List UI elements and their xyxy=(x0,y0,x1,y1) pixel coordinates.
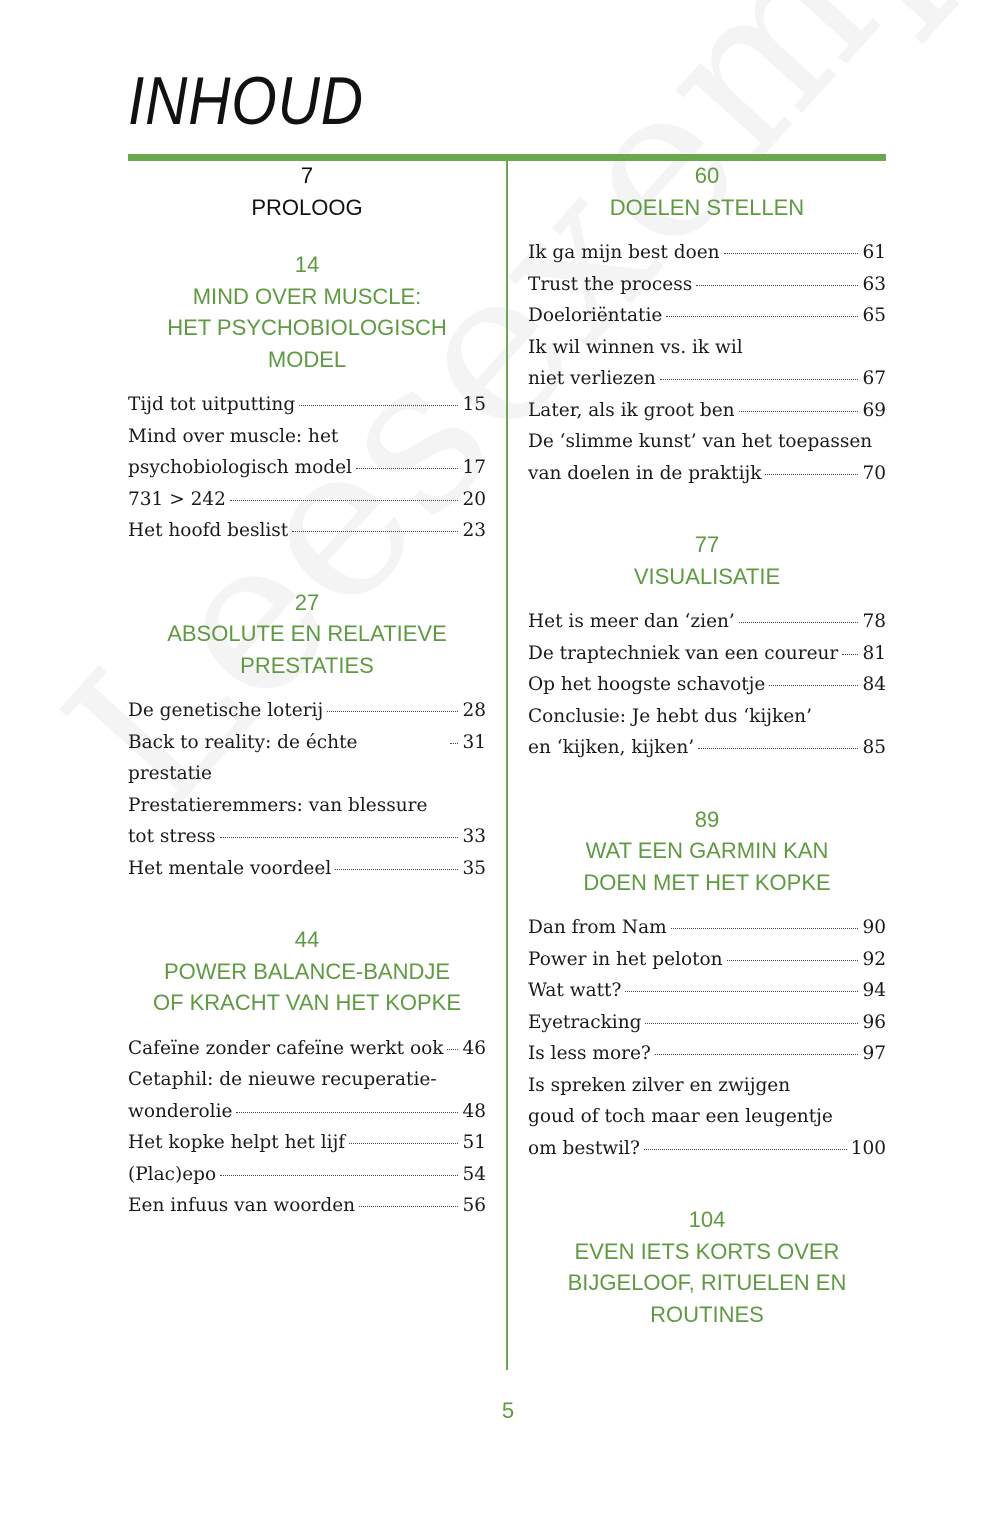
toc-entry-title: De ‘slimme kunst’ van het toepassen xyxy=(528,431,873,452)
toc-entry-page: 92 xyxy=(862,948,886,970)
toc-entry xyxy=(128,821,486,853)
toc-entry-page: 48 xyxy=(462,1100,486,1122)
toc-entry-page: 20 xyxy=(462,488,486,510)
page-number: 5 xyxy=(501,1398,515,1423)
toc-entry xyxy=(128,1127,486,1159)
dot-leader xyxy=(447,1049,458,1050)
toc-entry-title: tot stress xyxy=(128,826,216,847)
dot-leader xyxy=(230,500,459,501)
toc-entry-title: Later, als ik groot ben xyxy=(528,399,735,421)
dot-leader xyxy=(739,411,859,412)
toc-entry xyxy=(128,695,486,727)
toc-entry xyxy=(528,332,886,364)
toc-entry-title: Ik ga mijn best doen xyxy=(528,242,720,263)
dot-leader xyxy=(727,960,859,961)
toc-entry xyxy=(528,1101,886,1133)
chapter-heading xyxy=(128,587,486,682)
toc-entry-page: 100 xyxy=(850,1137,886,1159)
chapter-title: POWER BALANCE-BANDJE OF KRACHT VAN HET KOPKE xyxy=(152,958,462,1015)
toc-entry-title: en ‘kijken, kijken’ xyxy=(528,737,695,758)
toc-entry-title: Conclusie: Je hebt dus ‘kijken’ xyxy=(528,705,812,727)
toc-entry xyxy=(128,452,486,484)
toc-entry xyxy=(128,484,486,516)
dot-leader xyxy=(327,711,458,712)
toc-entry-title: Het hoofd beslist xyxy=(128,520,289,541)
toc-entry-title: Het mentale voordeel xyxy=(128,857,332,879)
toc-entry xyxy=(528,1070,886,1102)
toc-entry xyxy=(528,732,886,764)
dot-leader xyxy=(724,253,859,254)
toc-entry-page: 85 xyxy=(862,737,886,758)
toc-entry xyxy=(528,269,886,301)
toc-entry-page: 63 xyxy=(862,273,886,295)
toc-entry-title: Cafeïne zonder cafeïne werkt ook xyxy=(128,1037,444,1059)
toc-entry-title: Ik wil winnen vs. ik wil xyxy=(528,336,743,358)
chapter-title: MIND OVER MUSCLE: HET PSYCHOBIOLOGISCH MODEL xyxy=(167,283,447,372)
section-list xyxy=(528,237,886,489)
toc-entry-page: 70 xyxy=(862,462,886,484)
chapter-page-number: 7 xyxy=(300,163,314,188)
toc-entry-page: 28 xyxy=(462,700,486,721)
chapter-page-number: 104 xyxy=(688,1207,726,1232)
toc-entry xyxy=(128,790,486,822)
chapter-page-number: 77 xyxy=(694,532,720,557)
toc-entry xyxy=(128,515,486,547)
dot-leader xyxy=(739,622,859,623)
toc-entry-title: psychobiologisch model xyxy=(128,457,352,478)
chapter-title: VISUALISATIE xyxy=(633,563,781,589)
toc-entry xyxy=(528,912,886,944)
toc-entry xyxy=(528,1133,886,1165)
toc-entry xyxy=(128,1096,486,1128)
dot-leader xyxy=(450,743,458,744)
toc-entry-title: Het is meer dan ‘zien’ xyxy=(528,611,735,632)
dot-leader xyxy=(644,1149,847,1150)
dot-leader xyxy=(666,316,858,317)
toc-entry xyxy=(128,1064,486,1096)
dot-leader xyxy=(671,928,859,929)
toc-entry-page: 54 xyxy=(462,1163,486,1185)
toc-entry-title: De traptechniek van een coureur xyxy=(528,642,839,664)
toc-entry-title: Wat watt? xyxy=(528,980,622,1001)
toc-entry-title: De genetische loterij xyxy=(128,700,324,721)
chapter-heading xyxy=(528,804,886,899)
chapter-heading xyxy=(128,249,486,375)
toc-entry xyxy=(128,727,486,790)
dot-leader xyxy=(299,405,458,406)
chapter-title: DOELEN STELLEN xyxy=(609,194,805,220)
section-list xyxy=(128,389,486,547)
toc-entry xyxy=(528,701,886,733)
toc-entry-page: 84 xyxy=(862,674,886,695)
toc-entry-title: Is less more? xyxy=(528,1043,651,1064)
toc-entry-page: 90 xyxy=(862,917,886,938)
chapter-title: EVEN IETS KORTS OVER BIJGELOOF, RITUELEN EN ROUTINES xyxy=(567,1238,847,1327)
toc-entry-page: 81 xyxy=(862,642,886,664)
dot-leader xyxy=(655,1054,859,1055)
dot-leader xyxy=(359,1206,458,1207)
dot-leader xyxy=(292,531,458,532)
toc-entry-page: 97 xyxy=(862,1043,886,1064)
toc-entry xyxy=(128,1033,486,1065)
section-list xyxy=(128,695,486,884)
toc-entry-page: 69 xyxy=(862,399,886,421)
dot-leader xyxy=(842,654,858,655)
toc-entry xyxy=(528,975,886,1007)
toc-entry-title: Op het hoogste schavotje xyxy=(528,674,766,695)
toc-entry-page: 35 xyxy=(462,857,486,879)
toc-right-column xyxy=(528,160,886,1356)
chapter-heading xyxy=(528,1204,886,1330)
toc-entry xyxy=(528,944,886,976)
toc-entry-title: niet verliezen xyxy=(528,368,656,389)
dot-leader xyxy=(660,379,859,380)
toc-entry-title: Back to reality: de échte prestatie xyxy=(128,731,358,784)
toc-left-column xyxy=(128,160,486,1262)
toc-entry xyxy=(528,426,886,458)
dot-leader xyxy=(696,285,858,286)
toc-entry-title: wonderolie xyxy=(128,1100,233,1122)
toc-entry xyxy=(128,389,486,421)
section-list xyxy=(528,912,886,1164)
toc-entry-title: goud of toch maar een leugentje xyxy=(528,1106,833,1127)
toc-entry-page: 15 xyxy=(462,394,486,415)
toc-entry-title: Een infuus van woorden xyxy=(128,1195,356,1216)
toc-entry-page: 51 xyxy=(462,1132,486,1153)
toc-entry-title: Tijd tot uitputting xyxy=(128,394,296,415)
toc-entry-page: 78 xyxy=(862,611,886,632)
toc-entry xyxy=(528,237,886,269)
chapter-title: PROLOOG xyxy=(251,194,363,220)
toc-entry-title: 731 > 242 xyxy=(128,488,226,510)
toc-entry-title: Het kopke helpt het lijf xyxy=(128,1132,346,1153)
toc-entry-page: 46 xyxy=(462,1037,486,1059)
chapter-page-number: 14 xyxy=(294,252,320,277)
dot-leader xyxy=(220,837,459,838)
toc-entry-title: Prestatieremmers: van blessure xyxy=(128,794,428,816)
chapter-heading xyxy=(528,529,886,592)
toc-entry xyxy=(528,1007,886,1039)
toc-entry-title: Doeloriëntatie xyxy=(528,305,663,326)
toc-entry-title: Trust the process xyxy=(528,273,693,295)
dot-leader xyxy=(625,991,858,992)
dot-leader xyxy=(765,474,858,475)
toc-entry xyxy=(528,669,886,701)
section-list xyxy=(528,606,886,764)
toc-entry xyxy=(128,853,486,885)
toc-entry-title: Eyetracking xyxy=(528,1011,642,1033)
toc-entry-page: 17 xyxy=(462,457,486,478)
chapter-page-number: 89 xyxy=(694,806,720,832)
dot-leader xyxy=(220,1175,458,1176)
toc-entry-page: 61 xyxy=(862,242,886,263)
chapter-title: ABSOLUTE EN RELATIEVE PRESTATIES xyxy=(167,621,447,678)
toc-entry-page: 65 xyxy=(862,305,886,326)
toc-entry xyxy=(528,458,886,490)
dot-leader xyxy=(769,685,858,686)
toc-entry-title: Dan from Nam xyxy=(528,917,667,938)
column-divider xyxy=(506,160,508,1370)
chapter-page-number: 60 xyxy=(694,163,720,188)
toc-entry-page: 56 xyxy=(462,1195,486,1216)
toc-entry-title: Mind over muscle: het xyxy=(128,425,339,447)
dot-leader xyxy=(236,1112,458,1113)
toc-entry xyxy=(128,1159,486,1191)
dot-leader xyxy=(335,869,458,870)
chapter-heading xyxy=(128,924,486,1019)
toc-entry xyxy=(528,363,886,395)
dot-leader xyxy=(698,748,858,749)
toc-entry-page: 94 xyxy=(862,980,886,1001)
toc-entry-title: Power in het peloton xyxy=(528,948,723,970)
chapter-heading xyxy=(128,160,486,223)
toc-entry-title: om bestwil? xyxy=(528,1137,640,1159)
dot-leader xyxy=(356,468,459,469)
toc-entry xyxy=(528,606,886,638)
chapter-page-number: 27 xyxy=(294,589,320,615)
chapter-page-number: 44 xyxy=(294,927,320,952)
toc-entry xyxy=(128,1190,486,1222)
chapter-heading xyxy=(528,160,886,223)
toc-entry-title: van doelen in de praktijk xyxy=(528,462,762,484)
section-list xyxy=(128,1033,486,1222)
toc-entry xyxy=(528,395,886,427)
toc-entry-title: Is spreken zilver en zwijgen xyxy=(528,1074,791,1096)
page-title: INHOUD xyxy=(128,63,364,139)
toc-entry-title: (Plac)epo xyxy=(128,1163,217,1185)
toc-entry xyxy=(528,300,886,332)
chapter-title: WAT EEN GARMIN KAN DOEN MET HET KOPKE xyxy=(583,838,831,895)
dot-leader xyxy=(645,1023,858,1024)
toc-entry-page: 96 xyxy=(862,1011,886,1033)
toc-entry-page: 67 xyxy=(862,368,886,389)
toc-entry xyxy=(528,1038,886,1070)
toc-entry-page: 31 xyxy=(462,731,486,753)
toc-entry-page: 33 xyxy=(462,826,486,847)
dot-leader xyxy=(349,1143,458,1144)
toc-entry xyxy=(128,421,486,453)
toc-entry xyxy=(528,638,886,670)
toc-entry-title: Cetaphil: de nieuwe recuperatie- xyxy=(128,1069,437,1090)
toc-entry-page: 23 xyxy=(462,520,486,541)
